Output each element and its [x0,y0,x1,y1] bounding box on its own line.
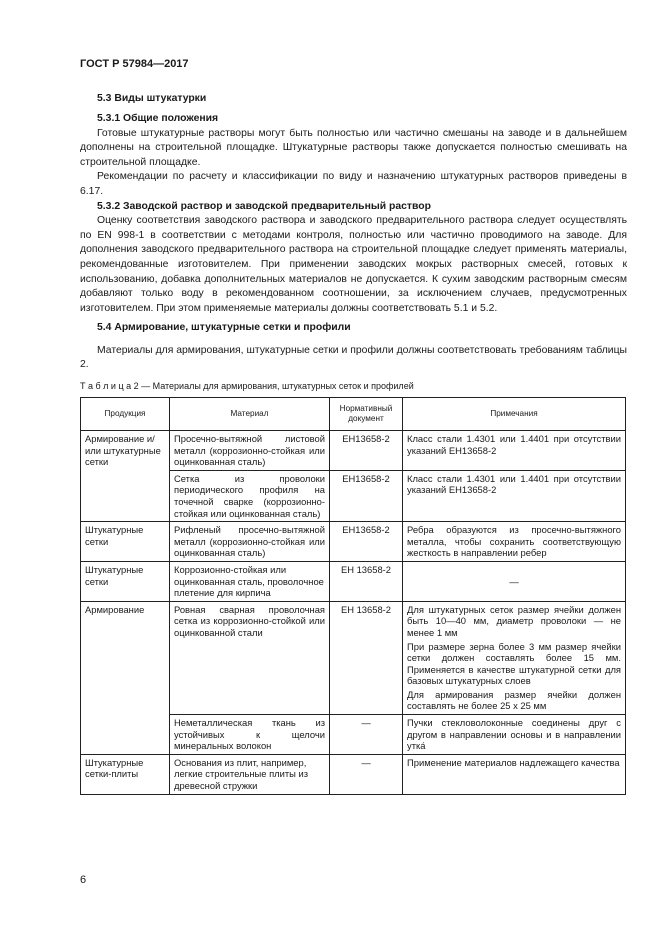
note: Применение материалов надлежащего качества [407,756,620,768]
column-header: Продукция [81,398,170,431]
paragraph: Материалы для армирования, штукатурные сетки и профили должны соответствовать требованиям таблицы 2. [80,344,627,371]
note: Для армирования размер ячейки должен составлять не более 25 х 25 мм [407,688,621,712]
product-cell: Армирование и/или штукатурные сетки [81,431,170,522]
note: — [509,575,519,587]
notes-cell [403,561,626,601]
table-row [81,561,626,601]
section-5-3-1 [80,112,627,316]
materials-table [80,397,626,795]
notes-cell [403,522,626,562]
note: Для штукатурных сеток размер ячейки должен быть 10—40 мм, диаметр проволоки — не менее 1 мм [407,603,621,638]
column-header: Примечания [403,398,626,431]
table-row [81,754,626,794]
doc-cell: EH13658-2 [330,522,403,562]
note: Класс стали 1.4301 или 1.4401 при отсутствии указаний EH13658-2 [407,472,621,496]
table-row [81,522,626,562]
paragraph: Рекомендации по расчету и классификации по виду и назначению штукатурных растворов приведены в 6.17. [80,171,627,197]
table-caption: Т а б л и ц а 2 — Материалы для армирования, штукатурных сеток и профилей [80,381,414,391]
product-cell: Штукатурные сетки [81,522,170,562]
notes-cell [403,601,626,714]
doc-cell: EH 13658-2 [330,601,403,714]
column-header: Материал [170,398,330,431]
doc-cell: EH13658-2 [330,431,403,471]
section-5-3-1-title: 5.3.1 Общие положения [97,113,219,124]
paragraph: Готовые штукатурные растворы могут быть полностью или частично смешаны на заводе и в дальнейшем дополнены на строительной площадке. Штукатурные растворы также допускается полностью смешивать на строительной площадке. [80,127,627,168]
material-cell: Сетка из проволоки периодического профиля на точечной сварке (коррозионно-стойкая или оцинкованная сталь) [170,470,330,521]
material-cell: Рифленый просечно-вытяжной металл (коррозионно-стойкая или оцинкованная сталь) [170,522,330,562]
material-cell: Просечно-вытяжной листовой металл (коррозионно-стойкая или оцинкованная сталь) [170,431,330,471]
section-5-3 [97,92,627,107]
notes-cell [403,470,626,521]
section-5-3-2-title: 5.3.2 Заводской раствор и заводской предварительный раствор [97,200,431,212]
doc-cell: EH13658-2 [330,470,403,521]
note: Пучки стекловолоконные соединены друг с другом в направлении основы и в направлении утка́ [407,717,621,752]
section-5-4-title: 5.4 Армирование, штукатурные сетки и профили [97,322,351,333]
section-5-3-title: 5.3 Виды штукатурки [97,93,207,104]
material-cell: Основания из плит, например, легкие строительные плиты из древесной стружки [170,754,330,794]
notes-cell [403,754,626,794]
product-cell: Армирование [81,601,170,754]
doc-cell: — [330,715,403,755]
paragraph: Оценку соответствия заводского раствора и заводского предварительного раствора следует осуществлять по EN 998-1 в соответствии с методами контроля, полностью или частично проводимого на заводе. Для дополнения заводского предварительного раствора на строительной площадке следует применять материалы, рекомендованные изготовителем. При применении заводских мокрых растворных смесей, готовых к использованию, добавка дополнительных материалов не допускается. К сухим заводским растворным смесям добавляют только воду в рекомендованном соотношении, за исключением случаев, предусмотренных изготовителем. При этом применяемые материалы должны соответствовать 5.1 и 5.2. [80,215,627,314]
material-cell: Ровная сварная проволочная сетка из коррозионно-стойкой или оцинкованной стали [170,601,330,714]
page-number: 6 [80,874,87,886]
standard-code: ГОСТ Р 57984—2017 [80,58,189,70]
doc-cell: — [330,754,403,794]
doc-cell: EH 13658-2 [330,561,403,601]
note: Ребра образуются из просечно-вытяжного металла, чтобы сохранить соответствующую жесткость в направлении ребер [407,524,621,559]
column-header: Нормативный документ [330,398,403,431]
notes-cell [403,431,626,471]
notes-cell [403,715,626,755]
material-cell: Коррозионно-стойкая или оцинкованная сталь, проволочное плетение для кирпича [170,561,330,601]
note: Класс стали 1.4301 или 1.4401 при отсутствии указаний EH13658-2 [407,433,621,456]
product-cell: Штукатурные сетки [81,561,170,601]
note: При размере зерна более 3 мм размер ячейки сетки должен составлять более 15 мм. Применяется в качестве штукатурной сетки для базовых штукатурных слоев [407,640,621,687]
material-cell: Неметаллическая ткань из устойчивых к щелочи минеральных волокон [170,715,330,755]
product-cell: Штукатурные сетки-плиты [81,754,170,794]
table-row [81,601,626,714]
table-row [81,431,626,471]
section-5-4 [80,321,627,373]
table-header-row [81,398,626,431]
